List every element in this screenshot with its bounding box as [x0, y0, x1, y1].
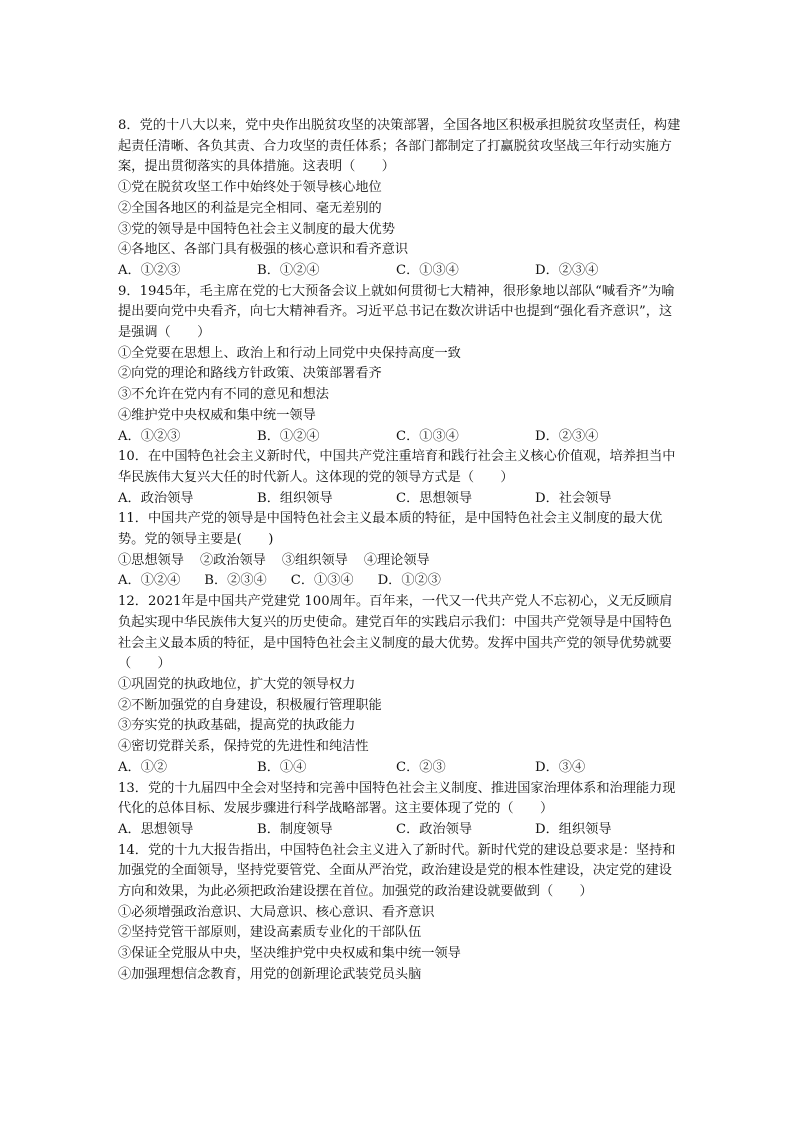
- statement-option: ①思想领导: [118, 552, 184, 568]
- choice-b: B．①②④: [257, 428, 320, 444]
- statement-option: ①必须增强政治意识、大局意识、核心意识、看齐意识: [118, 904, 435, 920]
- answer-choices: [118, 427, 684, 448]
- statement-option: ③党的领导是中国特色社会主义制度的最大优势: [118, 221, 395, 237]
- question-8: [118, 116, 684, 282]
- choice-a: A．①②④: [118, 573, 181, 589]
- statement-option: ②坚持党管干部原则，建设高素质专业化的干部队伍: [118, 925, 422, 941]
- choice-c: C．思想领导: [396, 490, 473, 506]
- question-12: [118, 592, 684, 778]
- statement-option: ④各地区、各部门具有极强的核心意识和看齐意识: [118, 242, 409, 258]
- inline-statement-options: [118, 551, 684, 572]
- question-stem: 14．党的十九大报告指出，中国特色社会主义进入了新时代。新时代党的建设总要求是：坚持和加强党的全面领导，坚持党要管党、全面从严治党，政治建设是党的根本性建设，决定党的建设方向和效果，为此必须把政治建设摆在首位。加强党的政治建设就要做到（ ）: [118, 842, 676, 900]
- question-stem: 9．1945年，毛主席在党的七大预备会议上就如何贯彻七大精神，很形象地以部队“喊看齐”为喻提出要向党中央看齐，向七大精神看齐。习近平总书记在数次讲话中也提到“强化看齐意识”，这是强调（ ）: [118, 283, 675, 341]
- choice-d: D．③④: [535, 759, 586, 775]
- question-stem: 8．党的十八大以来，党中央作出脱贫攻坚的决策部署，全国各地区积极承担脱贫攻坚责任，构建起责任清晰、各负其责、合力攻坚的责任体系；各部门都制定了打赢脱贫攻坚战三年行动实施方案，提出贯彻落实的具体措施。这表明（ ）: [118, 118, 681, 175]
- answer-choices: [118, 571, 684, 592]
- exam-page: [118, 116, 684, 986]
- choice-c: C．①③④: [396, 428, 459, 444]
- choice-a: A．政治领导: [118, 490, 194, 506]
- statement-option: ③保证全党服从中央，坚决维护党中央权威和集中统一领导: [118, 946, 461, 962]
- choice-d: D．②③④: [535, 262, 599, 278]
- statement-option: ③组织领导: [281, 552, 348, 568]
- choice-d: D．①②③: [377, 573, 441, 589]
- answer-choices: [118, 820, 684, 841]
- choice-b: B．①④: [257, 759, 307, 775]
- question-14: [118, 841, 684, 986]
- statement-option: ①党在脱贫攻坚工作中始终处于领导核心地位: [118, 180, 382, 196]
- answer-choices: [118, 758, 684, 779]
- choice-b: B．②③④: [204, 573, 267, 589]
- statement-option: ④维护党中央权威和集中统一领导: [118, 407, 316, 423]
- question-11: [118, 509, 684, 592]
- answer-choices: [118, 489, 684, 510]
- question-stem: 10．在中国特色社会主义新时代，中国共产党注重培育和践行社会主义核心价值观，培养担当中华民族伟大复兴大任的时代新人。这体现的党的领导方式是（ ）: [118, 449, 676, 485]
- choice-b: B．制度领导: [257, 821, 333, 837]
- statement-option: ③夯实党的执政基础，提高党的执政能力: [118, 718, 356, 734]
- question-stem: 12．2021年是中国共产党建党 100周年。百年来，一代又一代共产党人不忘初心，义无反顾肩负起实现中华民族伟大复兴的历史使命。建党百年的实践启示我们：中国共产党领导是中国特色社会主义最本质的特征，是中国特色社会主义制度的最大优势。发挥中国共产党的领导优势就要（ ）: [118, 594, 673, 672]
- question-13: [118, 779, 684, 841]
- statement-option: ②不断加强党的自身建设，积极履行管理职能: [118, 697, 382, 713]
- question-10: [118, 447, 684, 509]
- choice-d: D．组织领导: [535, 821, 612, 837]
- choice-a: A．①②③: [118, 262, 181, 278]
- statement-option: ④理论领导: [363, 552, 430, 568]
- choice-b: B．①②④: [257, 262, 320, 278]
- choice-a: A．思想领导: [118, 821, 194, 837]
- statement-option: ②全国各地区的利益是完全相同、毫无差别的: [118, 200, 382, 216]
- choice-c: C．政治领导: [396, 821, 473, 837]
- choice-a: A．①②③: [118, 428, 181, 444]
- choice-c: C．①③④: [396, 262, 459, 278]
- statement-option: ③不允许在党内有不同的意见和想法: [118, 387, 329, 403]
- choice-b: B．组织领导: [257, 490, 333, 506]
- question-stem: 13．党的十九届四中全会对坚持和完善中国特色社会主义制度、推进国家治理体系和治理能力现代化的总体目标、发展步骤进行科学战略部署。这主要体现了党的（ ）: [118, 780, 676, 817]
- statement-option: ①全党要在思想上、政治上和行动上同党中央保持高度一致: [118, 345, 461, 361]
- statement-option: ④加强理想信念教育，用党的创新理论武装党员头脑: [118, 966, 422, 982]
- choice-c: C．①③④: [290, 573, 354, 589]
- choice-c: C．②③: [396, 759, 446, 775]
- statement-option: ②政治领导: [199, 552, 266, 568]
- choice-d: D．②③④: [535, 428, 599, 444]
- choice-d: D．社会领导: [535, 490, 612, 506]
- statement-option: ①巩固党的执政地位，扩大党的领导权力: [118, 676, 356, 692]
- question-9: [118, 282, 684, 448]
- answer-choices: [118, 261, 684, 282]
- statement-option: ②向党的理论和路线方针政策、决策部署看齐: [118, 366, 382, 382]
- statement-option: ④密切党群关系，保持党的先进性和纯洁性: [118, 739, 369, 755]
- question-stem: 11．中国共产党的领导是中国特色社会主义最本质的特征，是中国特色社会主义制度的最大优势。党的领导主要是( ): [118, 511, 663, 548]
- choice-a: A．①②: [118, 759, 168, 775]
